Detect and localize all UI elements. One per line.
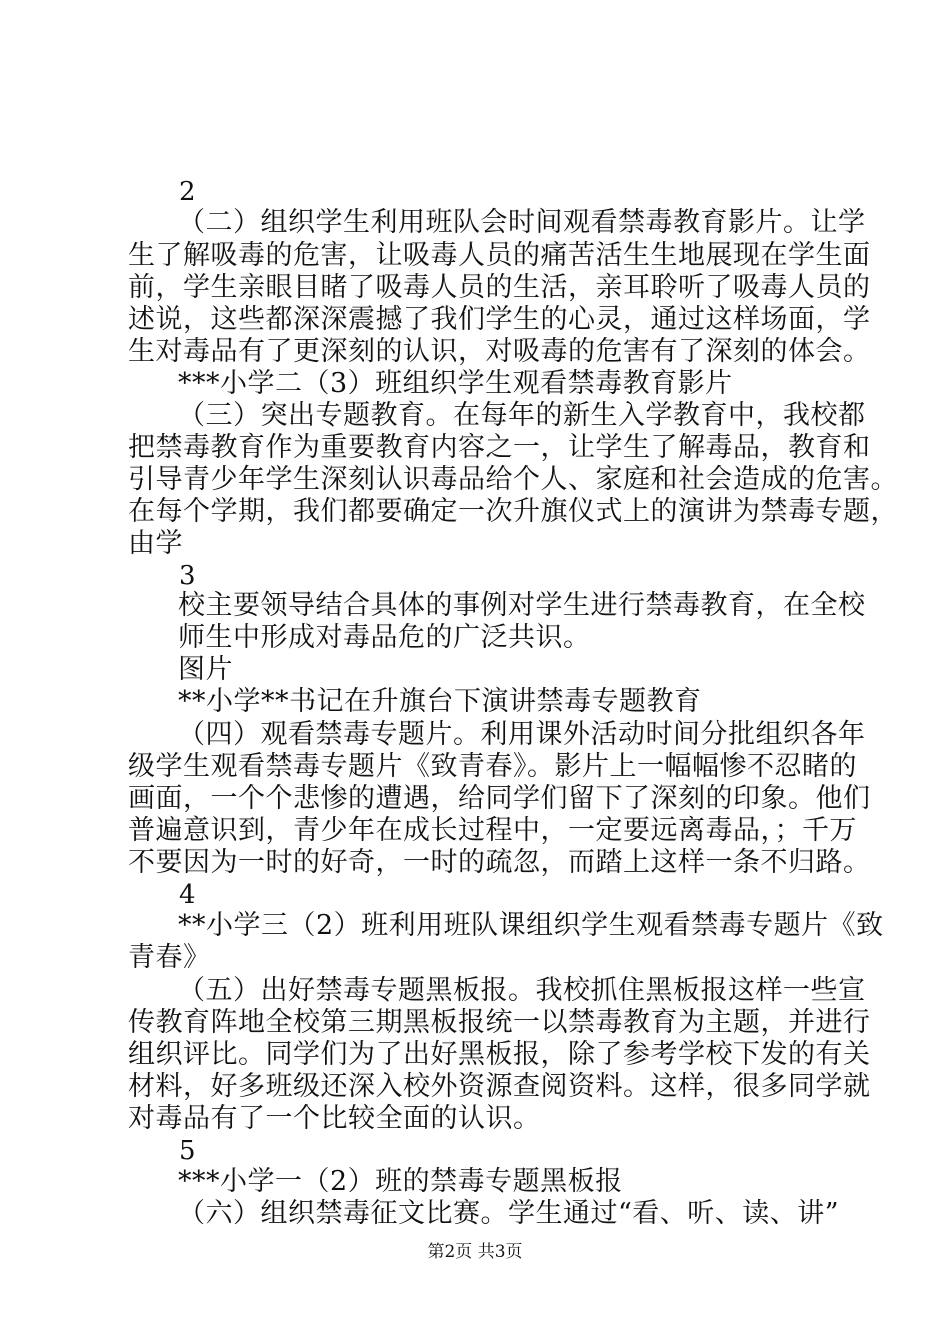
page-footer: 第2页 共3页: [427, 1242, 523, 1262]
paragraph-line: 不要因为一时的好奇，一时的疏忽，而踏上这样一条不归路。: [128, 847, 871, 878]
paragraph-line: （五）出好禁毒专题黑板报。我校抓住黑板报这样一些宣: [178, 975, 866, 1006]
page-marker: 2: [179, 177, 197, 207]
paragraph-line: 在每个学期，我们都要确定一次升旗仪式上的演讲为禁毒专题，: [128, 496, 898, 527]
image-caption: 青春》: [128, 942, 211, 973]
paragraph-line: 材料，好多班级还深入校外资源查阅资料。这样，很多同学就: [128, 1071, 871, 1102]
page-marker: 3: [179, 561, 197, 591]
image-caption: ***小学一（2）班的禁毒专题黑板报: [178, 1166, 623, 1197]
paragraph-line: 校主要领导结合具体的事例对学生进行禁毒教育，在全校: [178, 590, 866, 621]
paragraph-line: 级学生观看禁毒专题片《致青春》。影片上一幅幅惨不忍睹的: [128, 751, 857, 782]
image-caption: **小学**书记在升旗台下演讲禁毒专题教育: [178, 686, 702, 717]
paragraph-line: 生对毒品有了更深刻的认识，对吸毒的危害有了深刻的体会。: [128, 336, 871, 367]
paragraph-line: 由学: [128, 528, 183, 559]
paragraph-line: 对毒品有了一个比较全面的认识。: [128, 1103, 541, 1134]
paragraph-line: （三）突出专题教育。在每年的新生入学教育中，我校都: [178, 400, 866, 431]
paragraph-line: （六）组织禁毒征文比赛。学生通过“看、听、读、讲”: [178, 1198, 840, 1229]
paragraph-line: 传教育阵地全校第三期黑板报统一以禁毒教育为主题，并进行: [128, 1007, 871, 1038]
paragraph-line: 生了解吸毒的危害，让吸毒人员的痛苦活生生地展现在学生面: [128, 240, 871, 271]
paragraph-line: 述说，这些都深深震撼了我们学生的心灵，通过这样场面，学: [128, 304, 871, 335]
paragraph-line: 引导青少年学生深刻认识毒品给个人、家庭和社会造成的危害。: [128, 464, 898, 495]
paragraph-line: （二）组织学生利用班队会时间观看禁毒教育影片。让学: [178, 207, 866, 238]
image-caption: ***小学二（3）班组织学生观看禁毒教育影片: [178, 368, 733, 399]
paragraph-line: 把禁毒教育作为重要教育内容之一，让学生了解毒品，教育和: [128, 432, 871, 463]
paragraph-line: 画面，一个个悲惨的遭遇，给同学们留下了深刻的印象。他们: [128, 783, 871, 814]
image-placeholder: 图片: [178, 654, 233, 685]
page-marker: 5: [179, 1136, 197, 1166]
paragraph-line: （四）观看禁毒专题片。利用课外活动时间分批组织各年: [178, 719, 866, 750]
paragraph-line: 师生中形成对毒品危的广泛共识。: [178, 622, 591, 653]
page-marker: 4: [179, 880, 197, 910]
paragraph-line: 组织评比。同学们为了出好黑板报，除了参考学校下发的有关: [128, 1039, 871, 1070]
paragraph-line: 普遍意识到，青少年在成长过程中，一定要远离毒品，；千万: [128, 815, 857, 846]
paragraph-line: 前，学生亲眼目睹了吸毒人员的生活，亲耳聆听了吸毒人员的: [128, 272, 871, 303]
image-caption: **小学三（2）班利用班队课组织学生观看禁毒专题片《致: [178, 910, 884, 941]
